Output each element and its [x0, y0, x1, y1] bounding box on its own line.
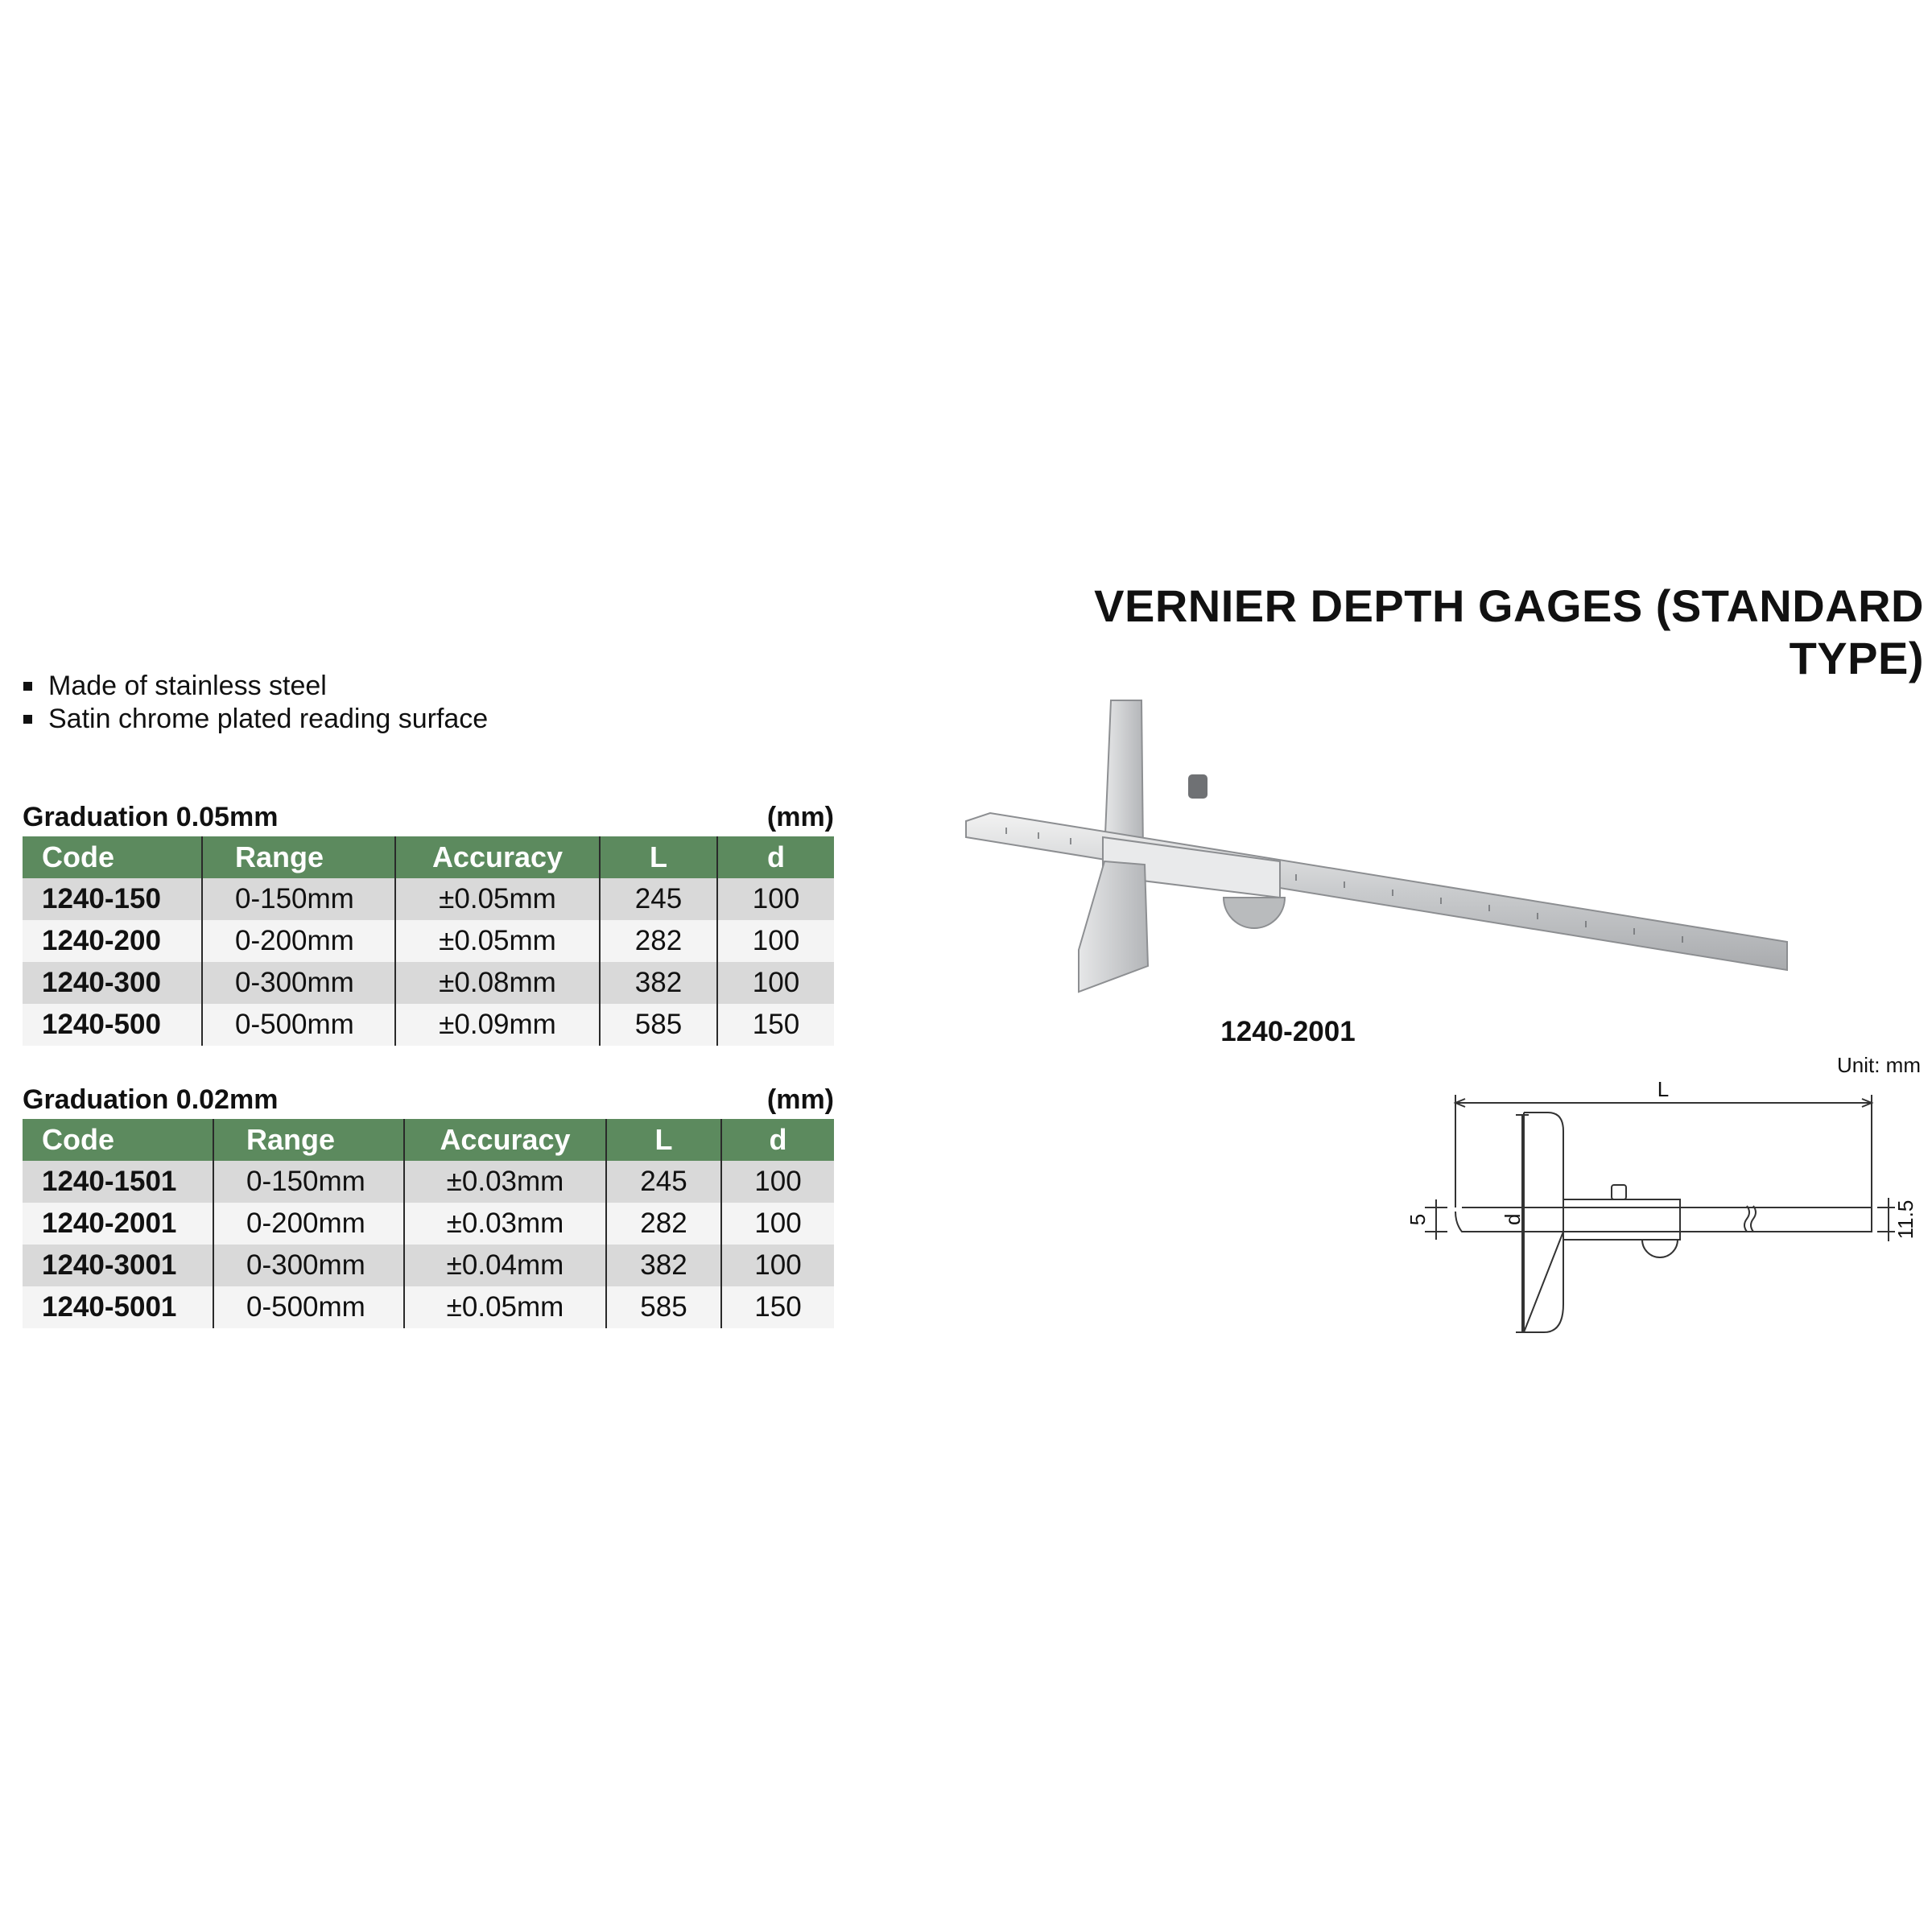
cell-code: 1240-5001 [23, 1286, 213, 1328]
cell-accuracy: ±0.05mm [395, 878, 600, 920]
cell-range: 0-200mm [202, 920, 395, 962]
cell-d: 100 [721, 1245, 834, 1286]
table-row [23, 878, 834, 920]
table-row [23, 1286, 834, 1328]
cell-range: 0-500mm [213, 1286, 404, 1328]
cell-code: 1240-200 [23, 920, 202, 962]
cell-range: 0-150mm [213, 1161, 404, 1203]
dim-label-5: 5 [1406, 1213, 1430, 1226]
cell-range: 0-500mm [202, 1004, 395, 1046]
column-header-range: Range [202, 836, 395, 878]
cell-l: 382 [606, 1245, 721, 1286]
cell-range: 0-300mm [202, 962, 395, 1004]
column-header-code: Code [23, 1119, 213, 1161]
column-header-accuracy: Accuracy [404, 1119, 606, 1161]
table-row [23, 1245, 834, 1286]
cell-l: 245 [606, 1161, 721, 1203]
cell-code: 1240-150 [23, 878, 202, 920]
table-unit: (mm) [766, 802, 834, 832]
column-header-l: L [606, 1119, 721, 1161]
column-header-accuracy: Accuracy [395, 836, 600, 878]
column-header-d: d [721, 1119, 834, 1161]
dim-label-d: d [1501, 1213, 1525, 1225]
column-header-code: Code [23, 836, 202, 878]
table-unit: (mm) [766, 1084, 834, 1115]
cell-code: 1240-3001 [23, 1245, 213, 1286]
table-row [23, 920, 834, 962]
cell-d: 150 [717, 1004, 834, 1046]
table-heading: Graduation 0.02mm [23, 1084, 279, 1115]
cell-l: 282 [606, 1203, 721, 1245]
cell-d: 150 [721, 1286, 834, 1328]
cell-accuracy: ±0.08mm [395, 962, 600, 1004]
feature-item: Satin chrome plated reading surface [21, 703, 488, 736]
table-heading: Graduation 0.05mm [23, 802, 279, 832]
cell-code: 1240-1501 [23, 1161, 213, 1203]
feature-list [21, 670, 488, 736]
cell-l: 382 [600, 962, 717, 1004]
cell-accuracy: ±0.03mm [404, 1161, 606, 1203]
cell-accuracy: ±0.05mm [404, 1286, 606, 1328]
table-row [23, 1004, 834, 1046]
dimension-drawing [1401, 1071, 1932, 1344]
cell-accuracy: ±0.04mm [404, 1245, 606, 1286]
table-row [23, 1161, 834, 1203]
feature-item: Made of stainless steel [21, 670, 488, 703]
depth-gage-photo [958, 692, 1811, 1014]
table-row [23, 962, 834, 1004]
cell-code: 1240-500 [23, 1004, 202, 1046]
photo-caption: 1240-2001 [1220, 1016, 1356, 1047]
cell-accuracy: ±0.09mm [395, 1004, 600, 1046]
page-title: VERNIER DEPTH GAGES (STANDARD TYPE) [1094, 580, 1924, 683]
cell-l: 585 [600, 1004, 717, 1046]
cell-d: 100 [717, 962, 834, 1004]
cell-l: 245 [600, 878, 717, 920]
cell-d: 100 [717, 920, 834, 962]
cell-l: 585 [606, 1286, 721, 1328]
table-row [23, 1203, 834, 1245]
cell-l: 282 [600, 920, 717, 962]
column-header-l: L [600, 836, 717, 878]
cell-d: 100 [717, 878, 834, 920]
column-header-d: d [717, 836, 834, 878]
unit-label: Unit: mm [1837, 1053, 1921, 1077]
spec-table [23, 836, 834, 1046]
cell-range: 0-200mm [213, 1203, 404, 1245]
cell-d: 100 [721, 1161, 834, 1203]
cell-range: 0-150mm [202, 878, 395, 920]
spec-table [23, 1119, 834, 1328]
dim-label-11-5: 11.5 [1893, 1199, 1918, 1240]
cell-accuracy: ±0.03mm [404, 1203, 606, 1245]
spec-table-graduation-002 [23, 1084, 834, 1328]
dim-label-l: L [1657, 1077, 1670, 1101]
cell-code: 1240-300 [23, 962, 202, 1004]
cell-code: 1240-2001 [23, 1203, 213, 1245]
cell-d: 100 [721, 1203, 834, 1245]
column-header-range: Range [213, 1119, 404, 1161]
spec-table-graduation-005 [23, 801, 834, 1046]
cell-range: 0-300mm [213, 1245, 404, 1286]
cell-accuracy: ±0.05mm [395, 920, 600, 962]
